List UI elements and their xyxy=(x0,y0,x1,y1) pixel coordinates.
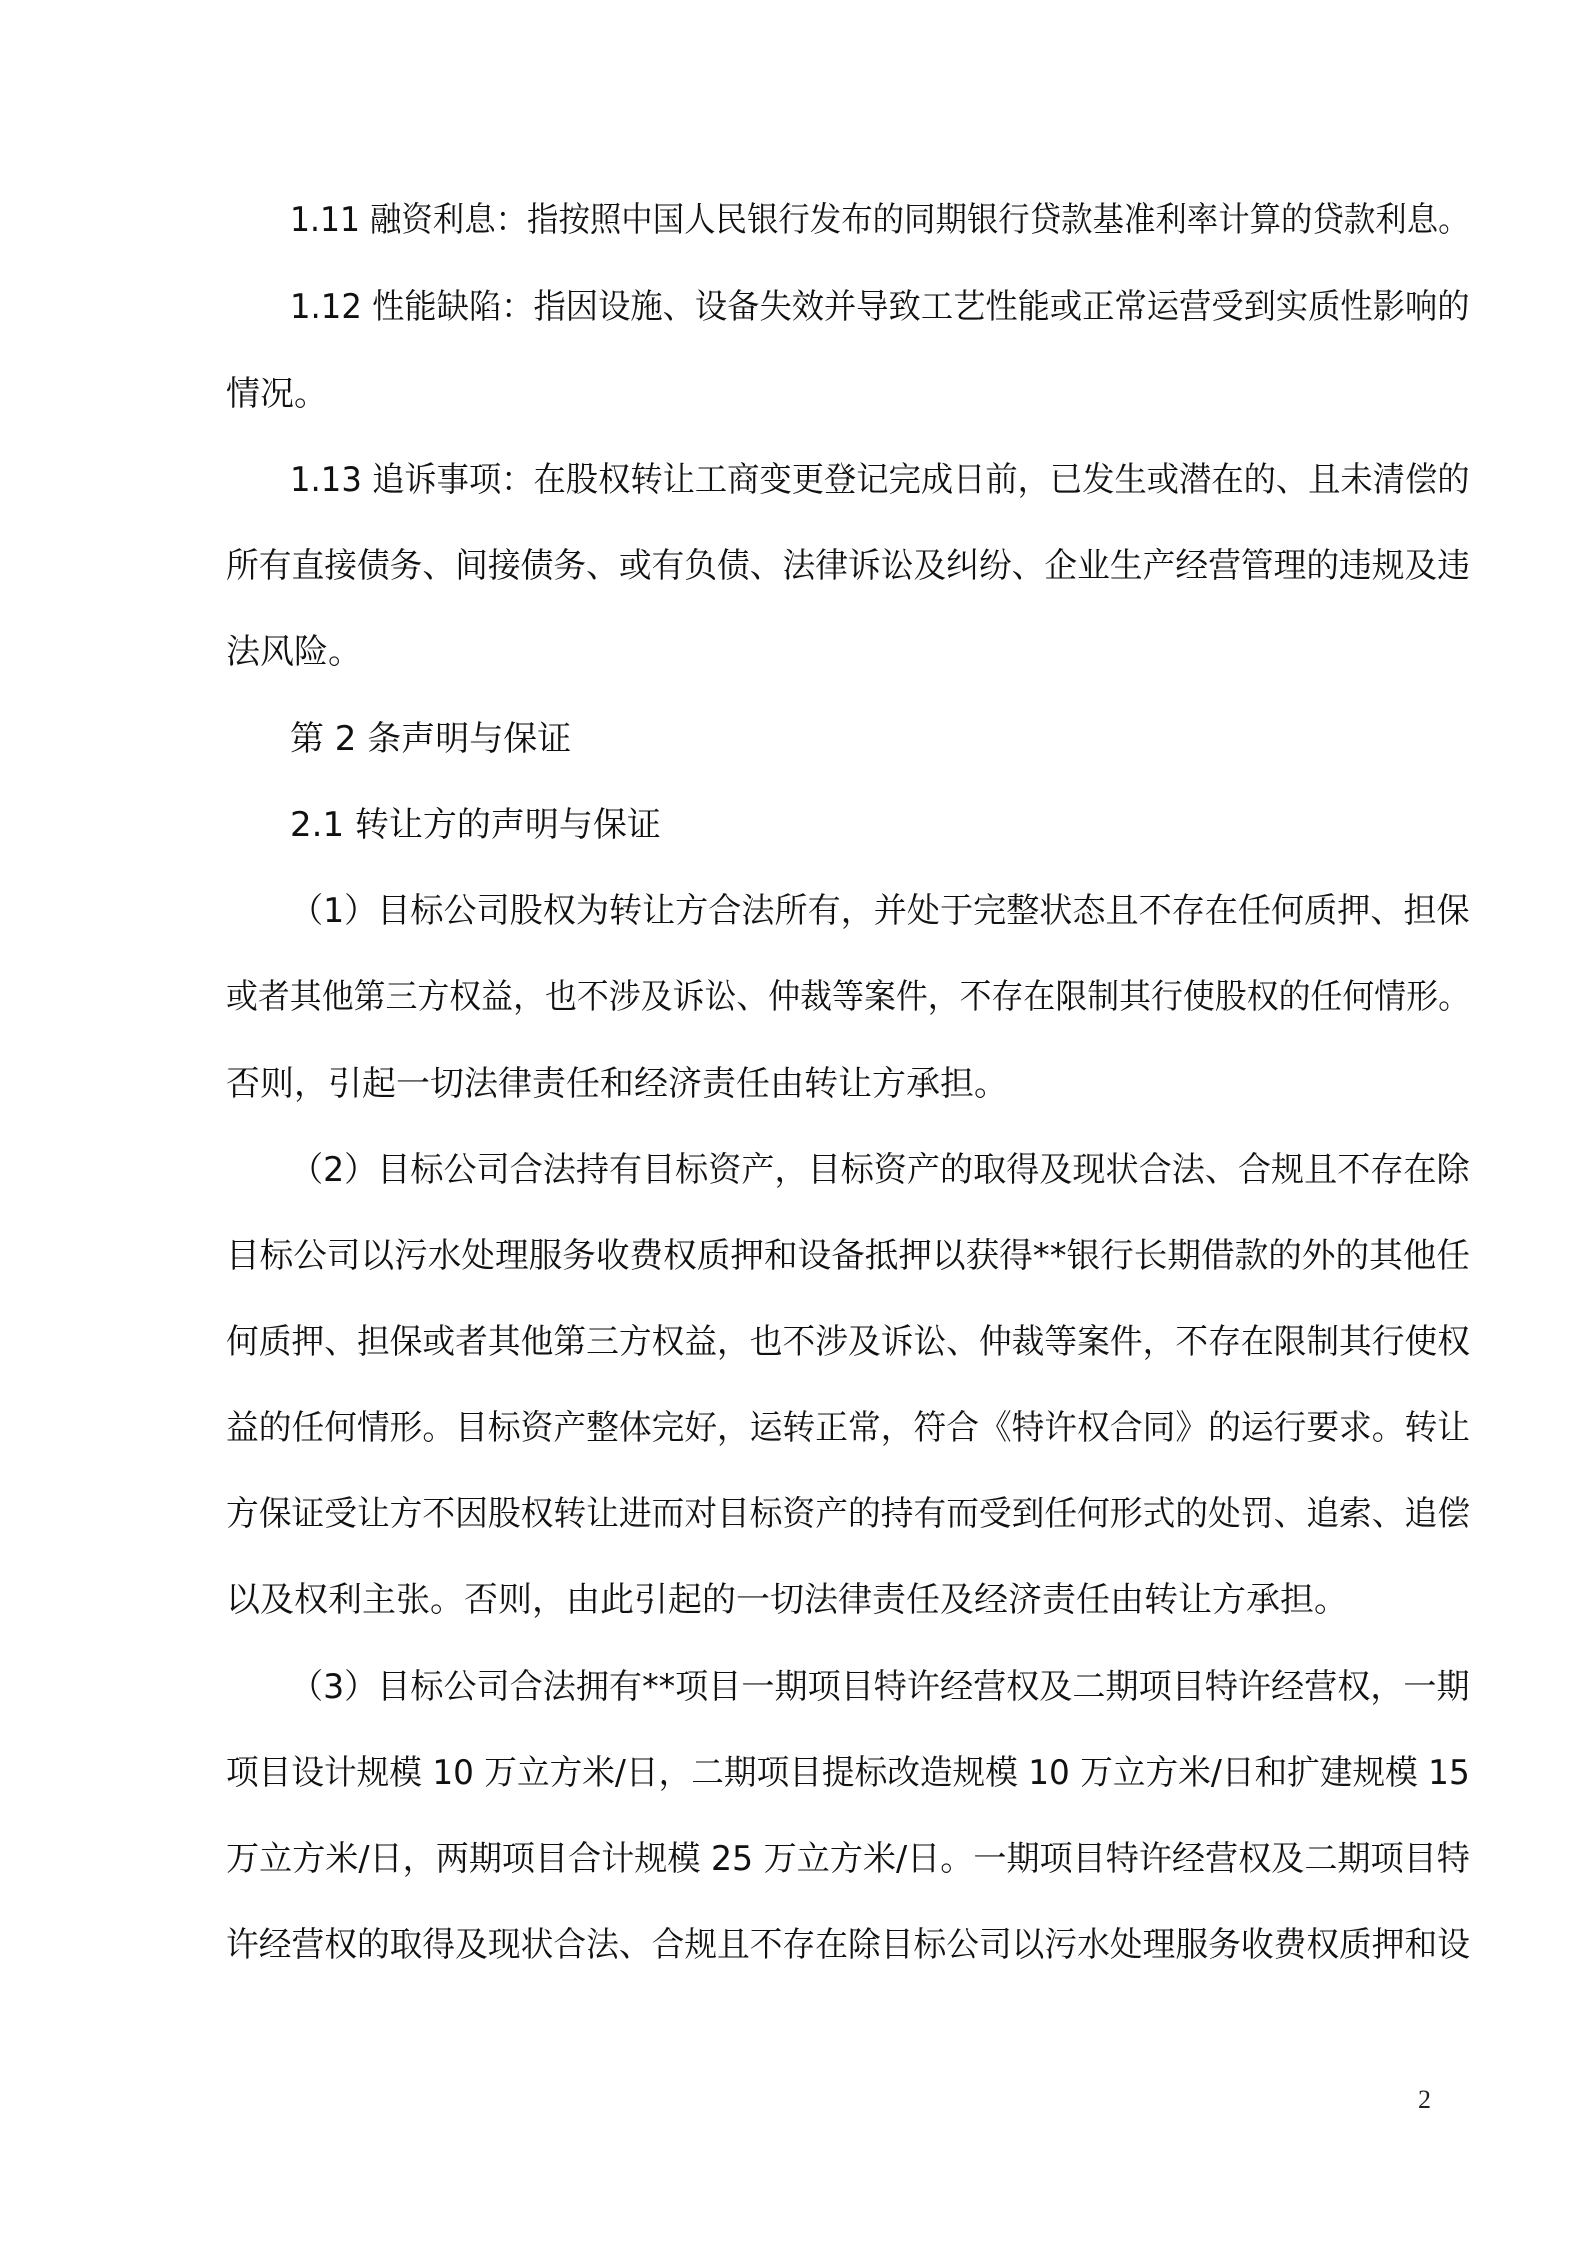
text-line: 以及权利主张。否则，由此引起的一切法律责任及经济责任由转让方承担。 xyxy=(226,1580,1348,1620)
text-line: 益的任何情形。目标资产整体完好，运转正常，符合《特许权合同》的运行要求。转让 xyxy=(226,1408,1470,1448)
text-line: 所有直接债务、间接债务、或有负债、法律诉讼及纠纷、企业生产经营管理的违规及违 xyxy=(226,546,1470,586)
subsection-heading: 2.1 转让方的声明与保证 xyxy=(290,805,661,845)
text-line: 法风险。 xyxy=(226,632,362,672)
text-line: 项目设计规模 10 万立方米/日，二期项目提标改造规模 10 万立方米/日和扩建规模 15 xyxy=(226,1753,1470,1793)
text-line: （2）目标公司合法持有目标资产，目标资产的取得及现状合法、合规且不存在除 xyxy=(290,1150,1470,1190)
page-number: 2 xyxy=(1418,2085,1431,2114)
text-line: （3）目标公司合法拥有**项目一期项目特许经营权及二期项目特许经营权，一期 xyxy=(290,1667,1470,1707)
text-line: 许经营权的取得及现状合法、合规且不存在除目标公司以污水处理服务收费权质押和设 xyxy=(226,1925,1470,1965)
text-line: 1.13 追诉事项：在股权转让工商变更登记完成日前，已发生或潜在的、且未清偿的 xyxy=(290,460,1470,500)
text-line: 1.11 融资利息：指按照中国人民银行发布的同期银行贷款基准利率计算的贷款利息。 xyxy=(290,200,1470,240)
text-line: 情况。 xyxy=(226,374,328,414)
text-line: 或者其他第三方权益，也不涉及诉讼、仲裁等案件，不存在限制其行使股权的任何情形。 xyxy=(226,977,1470,1017)
text-line: 何质押、担保或者其他第三方权益，也不涉及诉讼、仲裁等案件，不存在限制其行使权 xyxy=(226,1322,1470,1362)
text-line: 1.12 性能缺陷：指因设施、设备失效并导致工艺性能或正常运营受到实质性影响的 xyxy=(290,287,1470,327)
text-line: 万立方米/日，两期项目合计规模 25 万立方米/日。一期项目特许经营权及二期项目特 xyxy=(226,1839,1470,1879)
text-line: 否则，引起一切法律责任和经济责任由转让方承担。 xyxy=(226,1064,1008,1104)
section-heading: 第 2 条声明与保证 xyxy=(290,719,572,759)
text-line: 目标公司以污水处理服务收费权质押和设备抵押以获得**银行长期借款的外的其他任 xyxy=(226,1236,1470,1276)
text-line: （1）目标公司股权为转让方合法所有，并处于完整状态且不存在任何质押、担保 xyxy=(290,891,1470,931)
text-line: 方保证受让方不因股权转让进而对目标资产的持有而受到任何形式的处罚、追索、追偿 xyxy=(226,1494,1470,1534)
